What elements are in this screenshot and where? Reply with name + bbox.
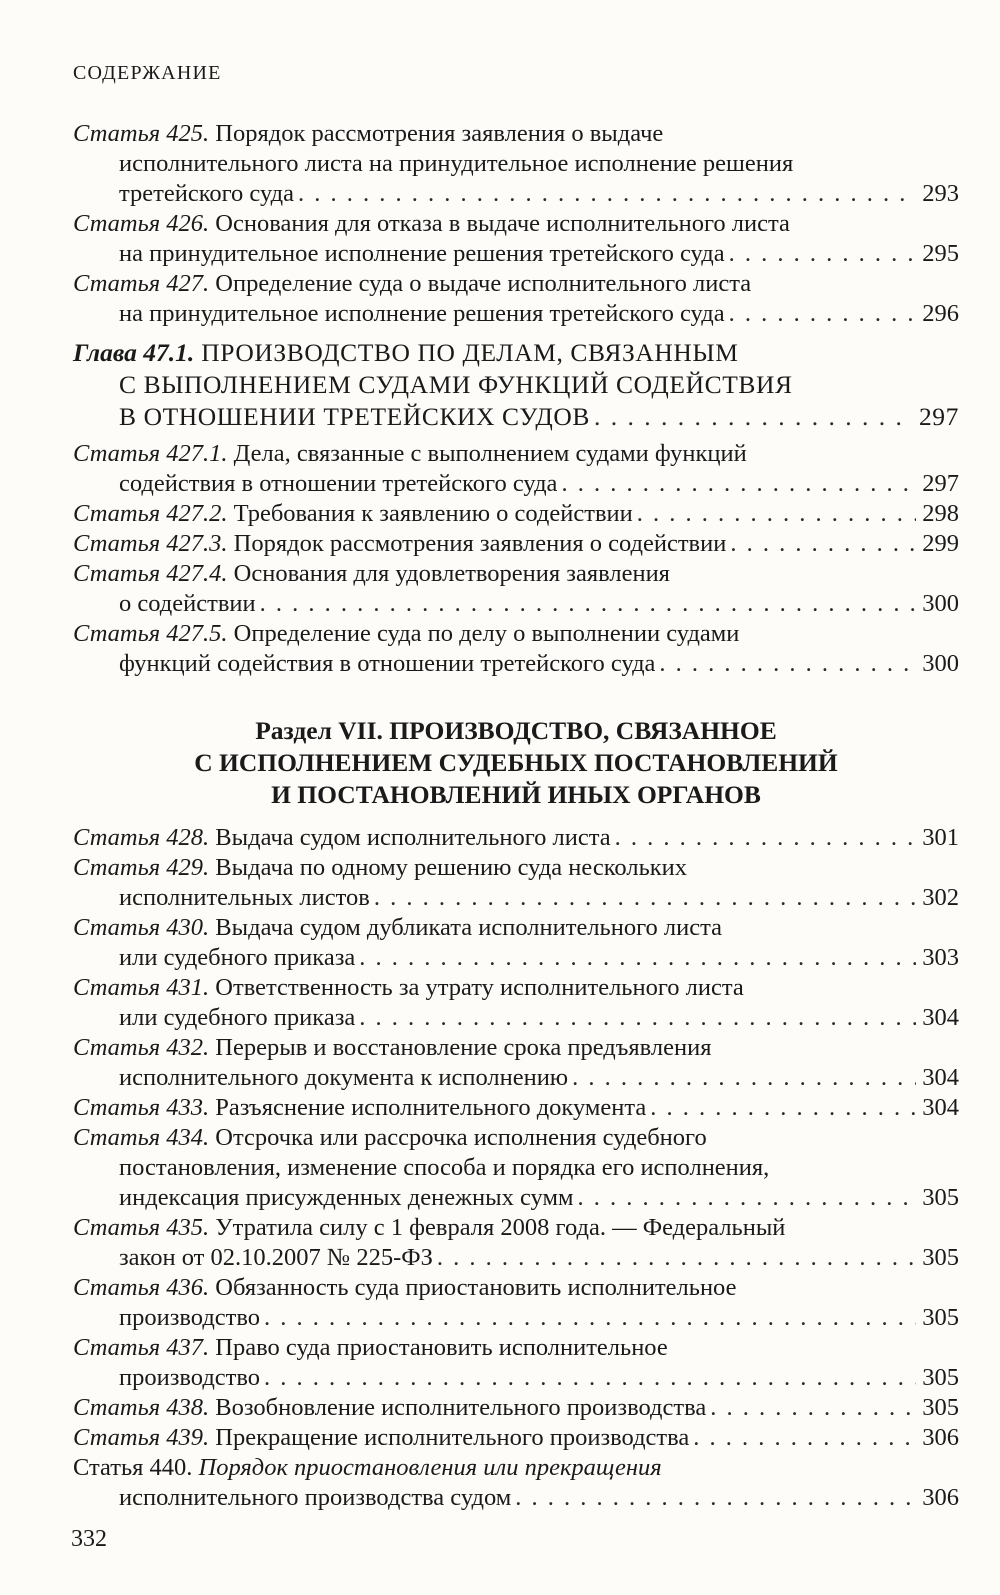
article-label: Статья 436. [73,1274,210,1301]
dot-leader [359,1003,916,1033]
article-label: Статья 425. [73,120,210,147]
toc-entry-432[interactable] [73,1033,959,1093]
page-number: 297 [918,402,959,431]
article-label: Статья 426. [73,210,210,237]
page-number: 305 [922,1184,959,1211]
article-title-line: исполнительного документа к исполнению [119,1064,569,1091]
article-title-line: Определение суда о выдаче исполнительного листа [215,270,752,297]
toc-entry-last-line [73,883,959,913]
article-title-line: Перерыв и восстановление срока предъявления [215,1034,712,1061]
toc-entry-line [73,269,959,299]
article-label: Статья 440. [73,1454,193,1481]
article-title-line: третейского суда [119,180,295,207]
toc-entry-line [73,439,959,469]
toc-entry-text [119,1183,573,1213]
toc-chapter-47-1[interactable] [73,337,959,433]
article-label: Статья 434. [73,1124,210,1151]
toc-block-articles-428-440 [73,823,959,1513]
article-label: Статья 430. [73,914,210,941]
page-number: 296 [922,300,959,327]
section-vii-heading[interactable] [73,715,959,811]
toc-entry-text [119,1063,568,1093]
toc-entry-433[interactable] [73,1093,959,1123]
article-title-line: Основания для удовлетворения заявления [233,560,670,587]
article-title-line: или судебного приказа [119,944,356,971]
article-title-line: на принудительное исполнение решения третейского суда [119,300,725,327]
toc-entry-437[interactable] [73,1333,959,1393]
toc-entry-line [73,209,959,239]
toc-entry-text [119,1483,511,1513]
dot-leader [659,649,916,679]
toc-entry-line [73,619,959,649]
toc-entry-last-line [73,499,959,529]
dot-leader [637,499,917,529]
article-title-line: или судебного приказа [119,1004,356,1031]
article-title-line: Обязанность суда приостановить исполнительное [215,1274,737,1301]
toc-entry-last-line [73,299,959,329]
article-label: Статья 433. [73,1094,210,1121]
toc-entry-text [119,299,725,329]
toc-entry-line [73,1153,959,1183]
article-title-line: Возобновление исполнительного производства [215,1394,707,1421]
article-label: Статья 428. [73,824,210,851]
article-title-line: Ответственность за утрату исполнительного листа [215,974,744,1001]
page-number: 304 [922,1094,959,1121]
page-number: 301 [922,824,959,851]
chapter-first-line [73,337,959,369]
toc-entry-last-line [73,589,959,619]
toc-entry-last-line [73,1243,959,1273]
toc-entry-line [73,149,959,179]
toc-entry-line [73,1123,959,1153]
toc-entry-last-line [73,1303,959,1333]
toc-entry-text [73,529,726,559]
chapter-title-line: ПРОИЗВОДСТВО ПО ДЕЛАМ, СВЯЗАННЫМ [201,338,739,367]
toc-entry-429[interactable] [73,853,959,913]
toc-entry-text [119,179,294,209]
toc-entry-text [73,1093,646,1123]
dot-leader [561,469,916,499]
dot-leader [729,299,917,329]
page-number: 302 [922,884,959,911]
toc-entry-text [73,499,633,529]
article-title-line: Разъяснение исполнительного документа [215,1094,647,1121]
toc-entry-text [119,1003,355,1033]
page-number: 304 [922,1064,959,1091]
dot-leader [260,589,917,619]
article-title-line: постановления, изменение способа и порядка его исполнения, [119,1154,770,1181]
toc-entry-427-5[interactable] [73,619,959,679]
toc-entry-last-line [73,239,959,269]
toc-entry-430[interactable] [73,913,959,973]
toc-entry-line [73,1333,959,1363]
article-title-line: Отсрочка или рассрочка исполнения судебного [215,1124,707,1151]
toc-entry-text [119,943,355,973]
toc-entry-last-line [73,1393,959,1423]
toc-entry-425[interactable] [73,119,959,209]
dot-leader [298,179,916,209]
toc-entry-428[interactable] [73,823,959,853]
dot-leader [359,943,916,973]
dot-leader [594,401,913,433]
toc-entry-last-line [73,1483,959,1513]
toc-entry-last-line [73,1003,959,1033]
page-number: 305 [922,1394,959,1421]
article-title-line: индексация присужденных денежных сумм [119,1184,574,1211]
toc-entry-text [119,649,655,679]
dot-leader [730,529,916,559]
article-title-line: производство [119,1364,261,1391]
dot-leader [577,1183,916,1213]
article-label: Статья 439. [73,1424,210,1451]
toc-entry-text [119,883,370,913]
toc-entry-text [73,1423,689,1453]
toc-entry-439[interactable] [73,1423,959,1453]
toc-entry-last-line [73,1063,959,1093]
toc-entry-text [119,239,725,269]
toc-entry-line [73,1213,959,1243]
toc-entry-last-line [73,469,959,499]
page-number: 305 [922,1244,959,1271]
dot-leader [650,1093,916,1123]
article-label: Статья 437. [73,1334,210,1361]
dot-leader [264,1363,916,1393]
page-number: 306 [922,1424,959,1451]
toc-entry-427-3[interactable] [73,529,959,559]
page-number: 295 [922,240,959,267]
page-number: 305 [922,1364,959,1391]
running-header: СОДЕРЖАНИЕ [73,62,222,84]
dot-leader [693,1423,916,1453]
page-number: 299 [922,530,959,557]
article-title-line: Утратила силу с 1 февраля 2008 года. — Федеральный [215,1214,786,1241]
toc-entry-text [119,589,256,619]
toc-entry-431[interactable] [73,973,959,1033]
dot-leader [374,883,916,913]
page-number: 303 [922,944,959,971]
article-title-line: Выдача судом дубликата исполнительного листа [215,914,722,941]
dot-leader [437,1243,916,1273]
toc-entry-438[interactable] [73,1393,959,1423]
dot-leader [729,239,917,269]
page-number: 306 [922,1484,959,1511]
chapter-last-line [73,401,959,433]
article-title-line: Основания для отказа в выдаче исполнительного листа [215,210,790,237]
toc-block-articles-425-427 [73,119,959,329]
toc-entry-line [73,119,959,149]
toc-entry-last-line [73,1093,959,1123]
toc-entry-line [73,913,959,943]
article-title-line: производство [119,1304,261,1331]
article-title-line: исполнительного производства судом [119,1484,512,1511]
article-title-line: Выдача по одному решению суда нескольких [215,854,688,881]
article-title-line: Прекращение исполнительного производства [215,1424,690,1451]
toc-entry-last-line [73,1423,959,1453]
article-title-line: функций содействия в отношении третейского суда [119,650,656,677]
article-label: Статья 427.5. [73,620,228,647]
dot-leader [264,1303,916,1333]
article-title-line: Определение суда по делу о выполнении судами [233,620,740,647]
article-label: Статья 438. [73,1394,210,1421]
article-title-line: о содействии [119,590,256,617]
toc-entry-line [73,1273,959,1303]
article-title-line: Дела, связанные с выполнением судами функций [233,440,747,467]
dot-leader [615,823,917,853]
article-title-line: на принудительное исполнение решения третейского суда [119,240,725,267]
article-title-line: Порядок рассмотрения заявления о выдаче [215,120,664,147]
page-number: 304 [922,1004,959,1031]
page-number: 293 [922,180,959,207]
toc-entry-426[interactable] [73,209,959,269]
article-label: Статья 427.1. [73,440,228,467]
table-of-contents [73,119,959,1513]
article-label: Статья 427.3. [73,530,228,557]
article-title-line: Право суда приостановить исполнительное [215,1334,668,1361]
toc-block-articles-427-x [73,439,959,679]
toc-entry-line [73,1453,959,1483]
toc-entry-text [119,1243,433,1273]
toc-entry-last-line [73,1183,959,1213]
toc-entry-text [73,1393,706,1423]
chapter-label: Глава 47.1. [73,338,195,367]
toc-entry-text [119,469,557,499]
toc-entry-text [119,1363,260,1393]
toc-entry-line [73,1033,959,1063]
article-title-line: исполнительных листов [119,884,370,911]
page-number: 298 [922,500,959,527]
toc-entry-440[interactable] [73,1453,959,1513]
article-label: Статья 429. [73,854,210,881]
article-label: Статья 427.4. [73,560,228,587]
toc-entry-427[interactable] [73,269,959,329]
section-heading-line: И ПОСТАНОВЛЕНИЙ ИНЫХ ОРГАНОВ [271,780,761,809]
toc-entry-last-line [73,823,959,853]
toc-entry-436[interactable] [73,1273,959,1333]
article-title-line: Порядок рассмотрения заявления о содействии [233,530,727,557]
dot-leader [710,1393,916,1423]
chapter-title-line: В ОТНОШЕНИИ ТРЕТЕЙСКИХ СУДОВ [119,402,591,431]
toc-entry-last-line [73,1363,959,1393]
article-title-line: исполнительного листа на принудительное исполнение решения [119,150,794,177]
article-title-line: Выдача судом исполнительного листа [215,824,611,851]
toc-entry-line [73,559,959,589]
page-number: 300 [922,650,959,677]
toc-entry-last-line [73,943,959,973]
section-heading-line: Раздел VII. ПРОИЗВОДСТВО, СВЯЗАННОЕ [255,716,777,745]
toc-entry-line [73,853,959,883]
article-label: Статья 427.2. [73,500,228,527]
article-title-line: закон от 02.10.2007 № 225-ФЗ [119,1244,433,1271]
dot-leader [572,1063,916,1093]
toc-entry-434[interactable] [73,1123,959,1213]
page-number: 305 [922,1304,959,1331]
section-heading-line: С ИСПОЛНЕНИЕМ СУДЕБНЫХ ПОСТАНОВЛЕНИЙ [194,748,838,777]
toc-entry-last-line [73,179,959,209]
toc-entry-427-2[interactable] [73,499,959,529]
toc-entry-435[interactable] [73,1213,959,1273]
article-title-line: содействия в отношении третейского суда [119,470,558,497]
article-label: Статья 435. [73,1214,210,1241]
article-label: Статья 432. [73,1034,210,1061]
page-number: 297 [922,470,959,497]
article-label: Статья 427. [73,270,210,297]
toc-entry-last-line [73,649,959,679]
page-number: 300 [922,590,959,617]
article-title-line: Порядок приостановления или прекращения [198,1454,662,1481]
toc-entry-427-1[interactable] [73,439,959,499]
article-label: Статья 431. [73,974,210,1001]
dot-leader [515,1483,916,1513]
toc-entry-last-line [73,529,959,559]
toc-entry-text [119,1303,260,1333]
chapter-title-line: С ВЫПОЛНЕНИЕМ СУДАМИ ФУНКЦИЙ СОДЕЙСТВИЯ [119,370,793,399]
article-title-line: Требования к заявлению о содействии [233,500,633,527]
page-number-footer: 332 [71,1526,107,1552]
toc-entry-427-4[interactable] [73,559,959,619]
toc-entry-line [73,973,959,1003]
toc-entry-text [73,823,611,853]
